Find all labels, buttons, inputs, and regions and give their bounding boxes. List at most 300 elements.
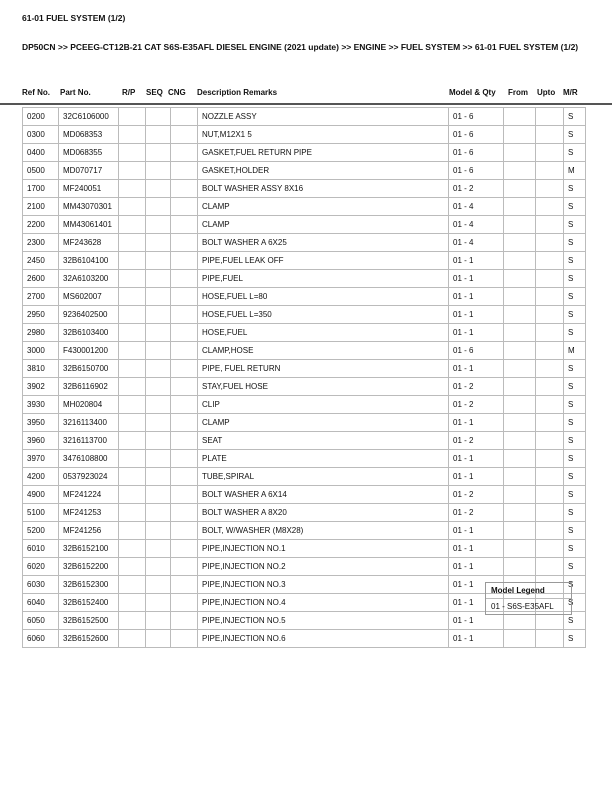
page-title: 61-01 FUEL SYSTEM (1/2) [22,13,126,23]
table-cell [146,504,171,522]
table-cell: NOZZLE ASSY [198,108,449,126]
table-cell: CLAMP [198,216,449,234]
table-cell [119,504,146,522]
table-cell [119,522,146,540]
table-cell [146,486,171,504]
table-cell [119,612,146,630]
table-cell: CLAMP,HOSE [198,342,449,360]
table-cell [171,630,198,648]
table-cell [504,324,536,342]
table-row [23,144,586,162]
table-cell [119,432,146,450]
table-cell [119,180,146,198]
table-cell [171,558,198,576]
table-cell [171,450,198,468]
table-cell [146,252,171,270]
table-cell [119,630,146,648]
table-cell [171,378,198,396]
table-cell: NUT,M12X1 5 [198,126,449,144]
table-cell: S [564,360,586,378]
table-cell [504,540,536,558]
table-cell: 6010 [23,540,59,558]
table-cell: 6030 [23,576,59,594]
table-cell: 01 - 4 [449,234,504,252]
table-cell: S [564,126,586,144]
table-cell [171,324,198,342]
table-row [23,306,586,324]
table-cell: S [564,180,586,198]
table-cell [504,522,536,540]
table-cell [146,360,171,378]
table-cell [146,216,171,234]
table-cell: 01 - 1 [449,450,504,468]
table-cell: S [564,306,586,324]
table-cell [536,450,564,468]
table-cell [504,558,536,576]
table-cell: STAY,FUEL HOSE [198,378,449,396]
table-row [23,252,586,270]
table-cell: 0200 [23,108,59,126]
table-cell [146,342,171,360]
table-cell [536,432,564,450]
table-row [23,288,586,306]
table-row [23,414,586,432]
table-cell: S [564,396,586,414]
table-cell: 01 - 1 [449,576,504,594]
table-cell [171,540,198,558]
table-cell: MD068355 [59,144,119,162]
table-cell [171,126,198,144]
table-cell [146,612,171,630]
table-cell: 01 - 2 [449,396,504,414]
table-cell: 6020 [23,558,59,576]
column-header: M/R [563,88,578,97]
table-cell: 3000 [23,342,59,360]
table-cell [504,342,536,360]
table-cell: PIPE, FUEL RETURN [198,360,449,378]
table-cell: S [564,504,586,522]
table-row [23,396,586,414]
column-header: R/P [122,88,136,97]
table-cell: PIPE,FUEL [198,270,449,288]
table-cell: 0400 [23,144,59,162]
table-cell [504,360,536,378]
table-cell [119,234,146,252]
table-cell: CLAMP [198,414,449,432]
table-cell [119,360,146,378]
table-cell [171,396,198,414]
table-cell: MM43061401 [59,216,119,234]
table-cell [119,576,146,594]
table-cell [171,144,198,162]
table-row [23,378,586,396]
table-cell [119,198,146,216]
table-cell: 01 - 1 [449,414,504,432]
table-row [23,450,586,468]
table-cell: 01 - 6 [449,342,504,360]
table-cell: S [564,630,586,648]
table-cell [171,522,198,540]
table-cell: MF241224 [59,486,119,504]
table-row [23,630,586,648]
table-cell: S [564,378,586,396]
table-cell: MS602007 [59,288,119,306]
table-cell [504,252,536,270]
table-cell [504,630,536,648]
table-cell: 2980 [23,324,59,342]
table-row [23,108,586,126]
table-cell [171,594,198,612]
table-cell [171,288,198,306]
table-row [23,360,586,378]
table-cell: 01 - 2 [449,378,504,396]
table-cell [146,324,171,342]
header-divider [0,103,612,105]
table-cell [119,144,146,162]
table-cell [171,216,198,234]
table-cell [146,270,171,288]
table-cell [119,306,146,324]
table-cell [536,180,564,198]
table-cell: PIPE,INJECTION NO.2 [198,558,449,576]
table-cell [146,630,171,648]
table-cell: S [564,612,586,630]
table-cell: 01 - 6 [449,126,504,144]
table-cell: PIPE,INJECTION NO.3 [198,576,449,594]
table-cell [146,288,171,306]
table-cell [146,180,171,198]
table-cell [536,414,564,432]
table-cell [171,234,198,252]
table-cell [146,558,171,576]
table-cell [504,396,536,414]
table-cell: S [564,252,586,270]
table-row [23,504,586,522]
table-cell: 01 - 6 [449,162,504,180]
table-header [22,88,588,100]
table-cell: 4900 [23,486,59,504]
table-cell [146,594,171,612]
table-cell: 3216113400 [59,414,119,432]
table-cell: S [564,108,586,126]
table-cell [504,270,536,288]
table-cell: 01 - 1 [449,540,504,558]
table-cell [119,486,146,504]
table-cell: 5100 [23,504,59,522]
table-cell: HOSE,FUEL L=350 [198,306,449,324]
table-cell: 32B6152100 [59,540,119,558]
table-cell [504,162,536,180]
table-cell [171,468,198,486]
table-cell: 01 - 1 [449,360,504,378]
table-cell [504,108,536,126]
table-cell [119,540,146,558]
table-cell: F430001200 [59,342,119,360]
table-cell: 2300 [23,234,59,252]
table-cell: 4200 [23,468,59,486]
table-cell: S [564,576,586,594]
table-cell: 3970 [23,450,59,468]
table-cell [171,414,198,432]
table-cell [536,522,564,540]
table-cell [536,126,564,144]
table-cell: 2200 [23,216,59,234]
table-cell [171,180,198,198]
table-cell [146,198,171,216]
model-legend [485,582,572,615]
table-cell: GASKET,FUEL RETURN PIPE [198,144,449,162]
table-cell: PLATE [198,450,449,468]
table-cell: BOLT WASHER A 6X14 [198,486,449,504]
table-cell: MF243628 [59,234,119,252]
table-cell [119,252,146,270]
table-cell [119,324,146,342]
table-cell: 32B6103400 [59,324,119,342]
table-cell [146,414,171,432]
table-cell [504,306,536,324]
table-row [23,270,586,288]
table-cell [119,396,146,414]
table-cell [536,558,564,576]
table-cell [536,630,564,648]
table-cell [146,378,171,396]
table-cell [504,378,536,396]
table-cell: 01 - 1 [449,270,504,288]
table-cell [119,270,146,288]
table-cell: 3950 [23,414,59,432]
table-cell [171,306,198,324]
table-cell: HOSE,FUEL L=80 [198,288,449,306]
table-cell [171,342,198,360]
table-row [23,126,586,144]
table-cell: CLIP [198,396,449,414]
table-cell [536,486,564,504]
table-cell [536,288,564,306]
table-cell: 01 - 1 [449,252,504,270]
table-cell [119,414,146,432]
column-header: Model & Qty [449,88,496,97]
table-cell: S [564,216,586,234]
table-cell: 01 - 6 [449,108,504,126]
table-cell [504,486,536,504]
table-cell: 0500 [23,162,59,180]
table-cell: BOLT, W/WASHER (M8X28) [198,522,449,540]
table-cell: 01 - 2 [449,432,504,450]
table-cell: S [564,270,586,288]
table-cell [504,450,536,468]
table-cell: 01 - 6 [449,144,504,162]
table-cell [504,414,536,432]
table-cell: 2700 [23,288,59,306]
table-cell: MF241253 [59,504,119,522]
table-cell [146,576,171,594]
table-cell [146,468,171,486]
table-cell [146,396,171,414]
table-cell [171,198,198,216]
table-cell [504,198,536,216]
table-cell [536,306,564,324]
table-cell: BOLT WASHER ASSY 8X16 [198,180,449,198]
table-cell [119,216,146,234]
table-cell [119,450,146,468]
table-cell: S [564,144,586,162]
table-cell: S [564,198,586,216]
table-cell: S [564,522,586,540]
table-cell: MD068353 [59,126,119,144]
column-header: Description Remarks [197,88,278,97]
table-cell [504,126,536,144]
table-cell: GASKET,HOLDER [198,162,449,180]
table-cell: 01 - 1 [449,324,504,342]
table-cell: 01 - 2 [449,504,504,522]
table-cell: S [564,594,586,612]
table-cell: 01 - 1 [449,558,504,576]
table-cell: S [564,432,586,450]
table-row [23,468,586,486]
column-header: From [508,88,528,97]
table-cell [146,450,171,468]
table-cell [119,558,146,576]
table-cell: MF241256 [59,522,119,540]
table-cell: S [564,558,586,576]
table-cell: 01 - 1 [449,630,504,648]
breadcrumb: DP50CN >> PCEEG-CT12B-21 CAT S6S-E35AFL DIESEL ENGINE (2021 update) >> ENGINE >> FUEL SYSTEM >> 61-01 FUEL SYSTEM (1/2) [22,42,579,52]
table-cell: 32B6104100 [59,252,119,270]
table-cell: 3930 [23,396,59,414]
table-cell: 3960 [23,432,59,450]
table-cell: MD070717 [59,162,119,180]
table-cell: S [564,414,586,432]
table-cell [536,216,564,234]
column-header: CNG [168,88,186,97]
table-cell [536,234,564,252]
table-cell: MH020804 [59,396,119,414]
table-cell [119,468,146,486]
table-cell [171,252,198,270]
table-cell: 2450 [23,252,59,270]
table-row [23,558,586,576]
column-header: Upto [537,88,556,97]
table-cell: 0537923024 [59,468,119,486]
table-cell: HOSE,FUEL [198,324,449,342]
table-cell: S [564,234,586,252]
legend-title: Model Legend [486,583,571,599]
table-cell [504,180,536,198]
table-cell: 9236402500 [59,306,119,324]
table-cell: 01 - 4 [449,198,504,216]
table-row [23,234,586,252]
table-cell [146,108,171,126]
table-cell: 32A6103200 [59,270,119,288]
table-row [23,324,586,342]
table-cell [536,270,564,288]
table-cell: PIPE,FUEL LEAK OFF [198,252,449,270]
table-cell [536,396,564,414]
table-cell: PIPE,INJECTION NO.6 [198,630,449,648]
table-cell: CLAMP [198,198,449,216]
table-cell: 32B6152600 [59,630,119,648]
table-cell [504,468,536,486]
table-cell: 0300 [23,126,59,144]
table-cell [504,504,536,522]
table-cell [171,432,198,450]
table-cell: PIPE,INJECTION NO.4 [198,594,449,612]
table-row [23,216,586,234]
table-cell: 3902 [23,378,59,396]
table-row [23,432,586,450]
table-cell [119,162,146,180]
table-cell: 1700 [23,180,59,198]
table-cell: 32B6152400 [59,594,119,612]
table-cell [146,126,171,144]
table-cell [171,162,198,180]
table-cell [146,162,171,180]
table-cell [171,108,198,126]
table-cell: M [564,162,586,180]
table-cell: 32B6152300 [59,576,119,594]
table-cell: BOLT WASHER A 8X20 [198,504,449,522]
table-cell: 32B6116902 [59,378,119,396]
table-cell: 01 - 2 [449,180,504,198]
table-cell [504,432,536,450]
table-cell: 6060 [23,630,59,648]
table-cell: S [564,468,586,486]
table-cell: 01 - 1 [449,288,504,306]
table-cell: S [564,288,586,306]
table-cell [119,126,146,144]
table-cell [536,108,564,126]
table-cell: 01 - 1 [449,522,504,540]
table-cell: 6050 [23,612,59,630]
table-cell: 01 - 2 [449,486,504,504]
table-cell [119,108,146,126]
table-cell [536,360,564,378]
table-cell [146,234,171,252]
table-cell [536,324,564,342]
table-cell [504,234,536,252]
table-row [23,198,586,216]
table-cell [504,144,536,162]
table-cell [146,522,171,540]
table-cell [536,162,564,180]
table-cell: 01 - 1 [449,612,504,630]
table-cell [536,378,564,396]
table-cell [536,342,564,360]
table-row [23,522,586,540]
table-row [23,162,586,180]
table-cell [146,306,171,324]
table-cell [536,144,564,162]
table-cell: S [564,486,586,504]
table-cell: BOLT WASHER A 6X25 [198,234,449,252]
table-cell: 6040 [23,594,59,612]
table-cell [171,576,198,594]
table-cell: 2600 [23,270,59,288]
table-cell: PIPE,INJECTION NO.5 [198,612,449,630]
table-row [23,486,586,504]
table-cell: 32B6152500 [59,612,119,630]
table-cell: 2100 [23,198,59,216]
table-cell [504,288,536,306]
table-cell: 3810 [23,360,59,378]
table-cell [536,540,564,558]
table-cell [504,216,536,234]
table-cell: S [564,540,586,558]
table-row [23,342,586,360]
table-cell [536,198,564,216]
table-cell: 32C6106000 [59,108,119,126]
table-cell: 01 - 1 [449,594,504,612]
